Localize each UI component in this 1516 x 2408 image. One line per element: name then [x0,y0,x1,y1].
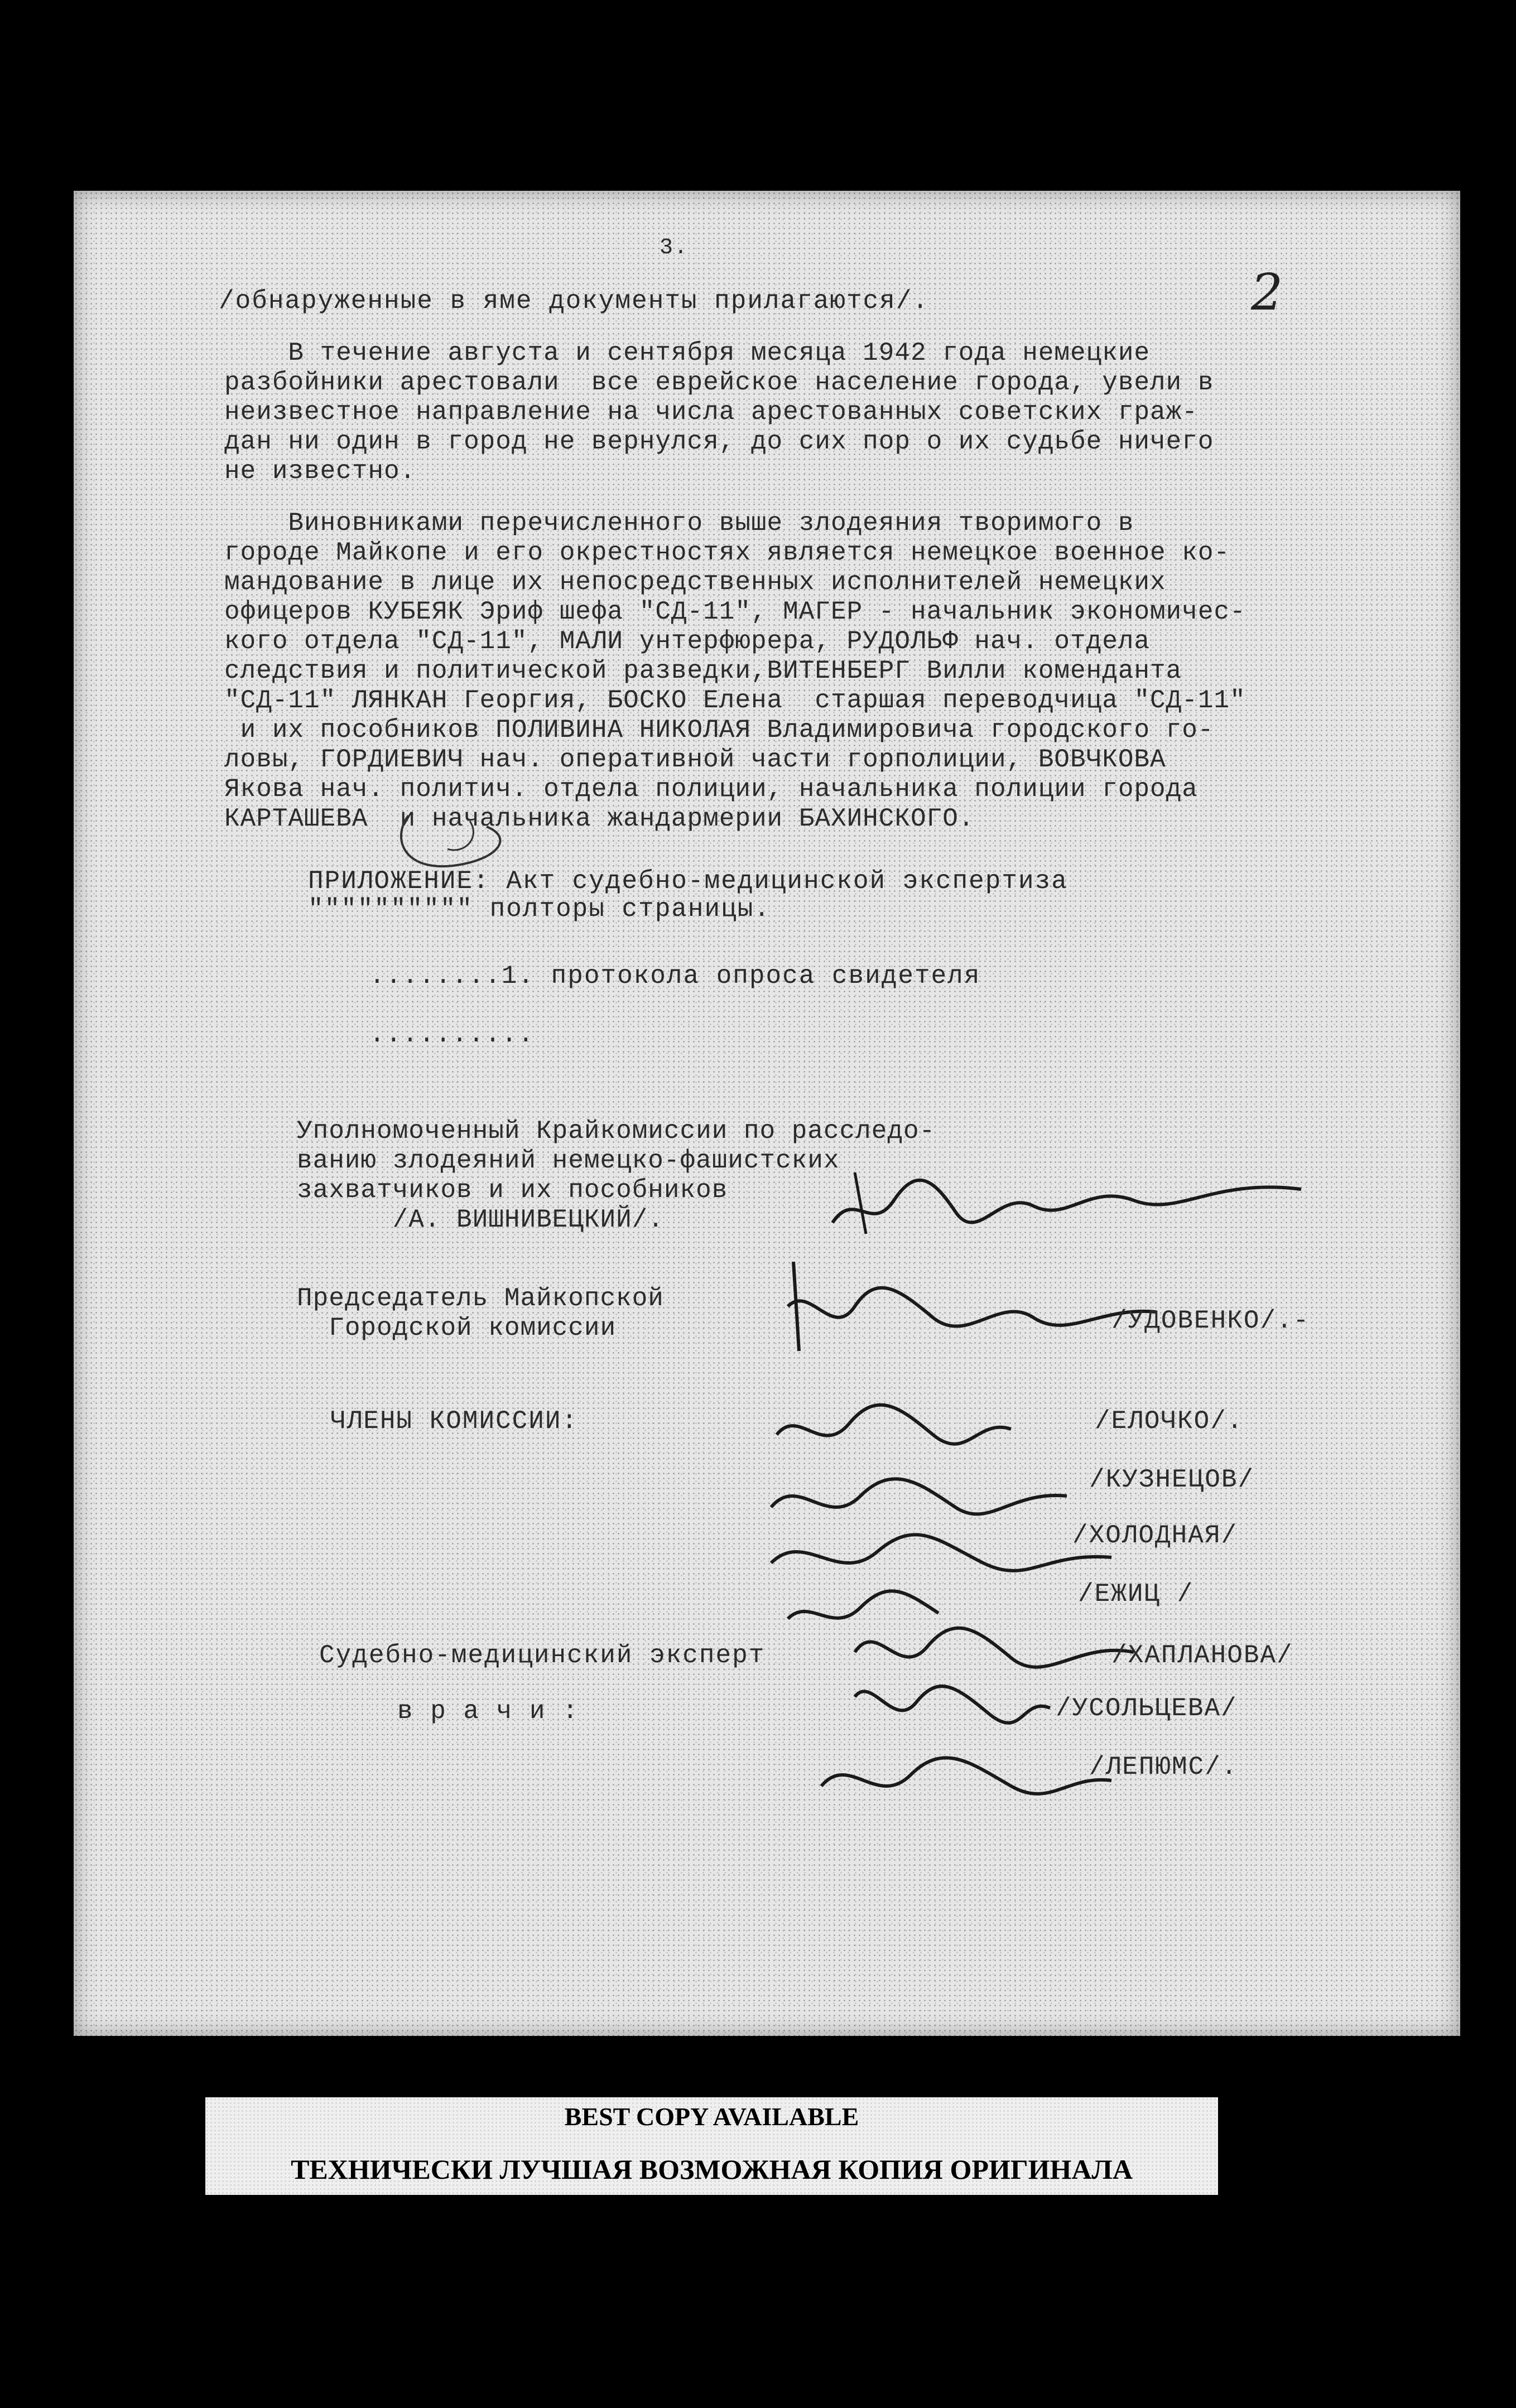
paragraph-2-line: разбойники арестовали все еврейское население города, увели в [224,368,1214,397]
intro-line: /обнаруженные в яме документы прилагаются/. [219,287,929,316]
commission-line: захватчиков и их пособников [297,1176,728,1205]
commission-line: Уполномоченный Крайкомиссии по расследо- [297,1117,936,1146]
paragraph-2-line: В течение августа и сентября месяца 1942 года немецкие [224,339,1151,368]
paragraph-3-line: кого отдела "СД-11", МАЛИ унтерфюрера, РУДОЛЬФ нач. отдела [224,627,1151,656]
paragraph-3-line: офицеров КУБЕЯК Эриф шефа "СД-11", МАГЕР - начальник экономичес- [224,597,1246,626]
paragraph-3-line: и их пособников ПОЛИВИНА НИКОЛАЯ Владимировича городского го- [224,716,1214,745]
paragraph-3-line: Якова нач. политич. отдела полиции, начальника полиции города [224,775,1198,804]
paragraph-3 [224,509,1424,834]
paragraph-3-line: КАРТАШЕВА и начальника жандармерии БАХИНСКОГО. [224,804,975,833]
paragraph-3-line: "СД-11" ЛЯНКАН Георгия, БОСКО Елена старшая переводчица "СД-11" [224,686,1246,715]
members-label: ЧЛЕНЫ КОМИССИИ: [330,1407,579,1436]
paragraph-3-line: Виновниками перечисленного выше злодеяния творимого в [224,509,1134,538]
page-number: 3. [660,235,689,260]
expert-label: Судебно-медицинский эксперт [319,1641,766,1670]
paragraph-2-line: неизвестное направление на числа арестованных советских граж- [224,398,1198,427]
paragraph-3-line: ловы, ГОРДИЕВИЧ нач. оперативной части горполиции, ВОВЧКОВА [224,745,1166,774]
commission-line: ванию злодеяний немецко-фашистских [297,1146,840,1175]
copy-quality-banner [205,2097,1218,2195]
signatures-doctors [810,1663,1156,1831]
commission-line: /А. ВИШНИВЕЦКИЙ/. [297,1205,664,1234]
expert-name: /ХАПЛАНОВА/ [1111,1641,1293,1670]
handwritten-page-mark: 2 [1251,263,1283,322]
appendix-line-4: .......... [369,1020,535,1049]
paragraph-2-line: дан ни один в город не вернулся, до сих пор о их судьбе ничего [224,427,1214,456]
member-name: /ХОЛОДНАЯ/ [1072,1521,1238,1550]
appendix-line-2: """""""""" полторы страницы. [308,895,771,924]
doctor-name: /УСОЛЬЦЕВА/ [1056,1694,1238,1723]
appendix-line-3: ........1. протокола опроса свидетеля [369,962,981,991]
chairman-label-line: Председатель Майкопской [297,1284,664,1313]
member-name: /ЕЛОЧКО/. [1095,1407,1244,1436]
paragraph-3-line: следствия и политической разведки,ВИТЕНБЕРГ Вилли коменданта [224,657,1182,686]
chairman-label-line: Городской комиссии [297,1314,617,1343]
member-name: /КУЗНЕЦОВ/ [1089,1465,1255,1494]
signature-udovenko [766,1251,1167,1362]
banner-line-en: BEST COPY AVAILABLE [564,2102,859,2131]
document-page [74,191,1460,2036]
doctor-name: /ЛЕПЮМС/. [1089,1753,1238,1782]
appendix-line-1: ПРИЛОЖЕНИЕ: Акт судебно-медицинской экспертиза [308,867,1068,896]
paragraph-2 [224,339,1424,486]
paragraph-2-line: не известно. [224,457,416,486]
banner-line-ru: ТЕХНИЧЕСКИ ЛУЧШАЯ ВОЗМОЖНАЯ КОПИЯ ОРИГИНАЛА [291,2154,1133,2185]
doctors-label: в р а ч и : [397,1697,579,1726]
member-name: /ЕЖИЦ / [1078,1580,1194,1609]
paragraph-3-line: городе Майкопе и его окрестностях является немецкое военное ко- [224,538,1230,567]
paragraph-3-line: мандование в лице их непосредственных исполнителей немецких [224,568,1166,597]
chairman-name: /УДОВЕНКО/.- [1111,1306,1310,1335]
signature-vishnivetsky [821,1156,1324,1245]
